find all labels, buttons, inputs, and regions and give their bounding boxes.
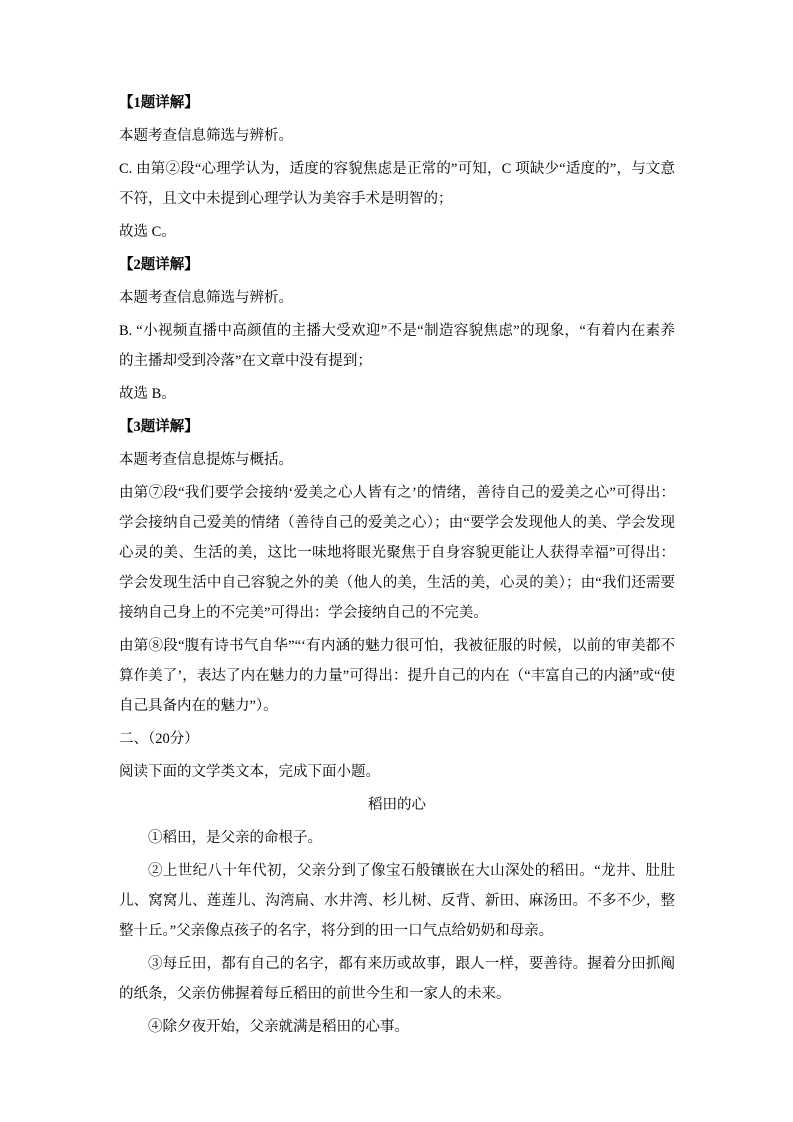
essay-paragraph-3: ③每丘田，都有自己的名字，都有来历或故事，跟人一样，要善待。握着分田抓阄的纸条，父亲仿佛握着每丘稻田的前世今生和一家人的未来。 bbox=[119, 956, 675, 1002]
explanation-2-focus: 本题考查信息筛选与辨析。 bbox=[119, 290, 293, 306]
explanation-3-heading: 【3题详解】 bbox=[119, 419, 199, 435]
essay-paragraph-2: ②上世纪八十年代初，父亲分到了像宝石般镶嵌在大山深处的稻田。“龙井、肚肚儿、窝窝儿、莲莲儿、沟湾扁、水井湾、杉儿树、反背、新田、麻汤田。不多不少，整整十丘。”父亲像点孩子的名字，将分到的田一口气点给奶奶和母亲。 bbox=[119, 863, 675, 939]
explanation-2-analysis: B. “小视频直播中高颜值的主播大受欢迎”不是“制造容貌焦虑”的现象，“有着内在素养的主播却受到冷落”在文章中没有提到； bbox=[119, 323, 675, 369]
explanation-3-point-1: 由第⑦段“我们要学会接纳‘爱美之心人皆有之’的情绪，善待自己的爱美之心”可得出：学会接纳自己爱美的情绪（善待自己的爱美之心）；由“要学会发现他人的美、学会发现心灵的美、生活的美，这比一味地将眼光聚焦于自身容貌更能让人获得幸福”可得出：学会发现生活中自己容貌之外的美（他人的美，生活的美，心灵的美）；由“我们还需要接纳自己身上的不完美”可得出：学会接纳自己的不完美。 bbox=[119, 485, 675, 621]
explanation-3-point-2: 由第⑧段“腹有诗书气自华”“‘有内涵的魅力很可怕，我被征服的时候，以前的审美都不算作美了’，表达了内在魅力的力量”可得出：提升自己的内在（“丰富自己的内涵”或“使自己具备内在的魅力”）。 bbox=[119, 638, 675, 714]
section-2-heading: 二、（20分） bbox=[119, 731, 199, 747]
explanation-1-answer: 故选 C。 bbox=[119, 224, 176, 240]
explanation-1-heading: 【1题详解】 bbox=[119, 95, 199, 111]
essay-paragraph-4: ④除夕夜开始，父亲就满是稻田的心事。 bbox=[148, 1019, 409, 1035]
essay-title: 稻田的心 bbox=[368, 797, 426, 813]
essay-paragraph-1: ①稻田，是父亲的命根子。 bbox=[148, 830, 322, 846]
explanation-1-focus: 本题考查信息筛选与辨析。 bbox=[119, 128, 293, 144]
reading-instruction: 阅读下面的文学类文本，完成下面小题。 bbox=[119, 764, 380, 780]
explanation-2-answer: 故选 B。 bbox=[119, 386, 176, 402]
explanation-2-heading: 【2题详解】 bbox=[119, 257, 199, 273]
explanation-1-analysis: C. 由第②段“心理学认为，适度的容貌焦虑是正常的”可知，C 项缺少“适度的”，与文意不符，且文中未提到心理学认为美容手术是明智的； bbox=[119, 161, 675, 207]
explanation-3-focus: 本题考查信息提炼与概括。 bbox=[119, 452, 293, 468]
